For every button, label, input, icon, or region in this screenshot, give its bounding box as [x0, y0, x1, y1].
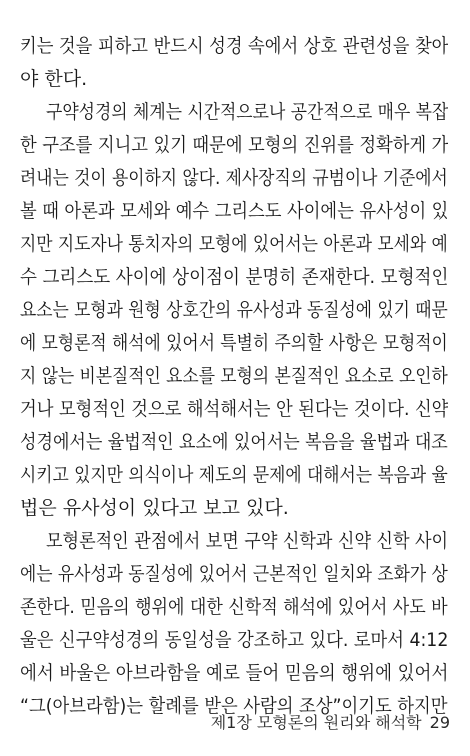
text-line: 지 않는 비본질적인 요소를 모형의 본질적인 요소로 오인하	[20, 365, 448, 387]
text-line: 볼 때 아론과 모세와 예수 그리스도 사이에는 유사성이 있	[20, 200, 448, 222]
text-line: 에서 바울은 아브라함을 예로 들어 믿음의 행위에 있어서	[20, 662, 448, 684]
page-footer	[211, 713, 450, 733]
text-line: 울은 신구약성경의 동일성을 강조하고 있다. 로마서 4:12	[20, 629, 448, 651]
paragraph-first-line: 모형론적인 관점에서 보면 구약 신학과 신약 신학 사이	[46, 530, 448, 552]
text-line: 에는 유사성과 동질성에 있어서 근본적인 일치와 조화가 상	[20, 563, 448, 585]
text-line: 거나 모형적인 것으로 해석해서는 안 된다는 것이다. 신약	[20, 398, 448, 420]
text-line: 법은 유사성이 있다고 보고 있다.	[20, 497, 289, 519]
text-line: 요소는 모형과 원형 상호간의 유사성과 동질성에 있기 때문	[20, 299, 448, 321]
text-line: “그(아브라함)는 할례를 받은 사람의 조상”이기도 하지만	[20, 695, 448, 717]
text-line: 성경에서는 율법적인 요소에 있어서는 복음을 율법과 대조	[20, 431, 448, 453]
text-line: 한 구조를 지니고 있기 때문에 모형의 진위를 정확하게 가	[20, 134, 448, 156]
paragraph-first-line: 구약성경의 체계는 시간적으로나 공간적으로 매우 복잡	[46, 101, 449, 123]
text-line: 시키고 있지만 의식이나 제도의 문제에 대해서는 복음과 율	[20, 464, 448, 486]
text-line: 야 한다.	[20, 68, 88, 90]
text-line: 려내는 것이 용이하지 않다. 제사장직의 규범이나 기준에서	[20, 167, 448, 189]
text-line: 존한다. 믿음의 행위에 대한 신학적 해석에 있어서 사도 바	[20, 596, 448, 618]
text-line: 키는 것을 피하고 반드시 성경 속에서 상호 관련성을 찾아	[20, 35, 448, 57]
page-number: 29	[429, 713, 450, 732]
text-line: 에 모형론적 해석에 있어서 특별히 주의할 사항은 모형적이	[20, 332, 448, 354]
text-line: 지만 지도자나 통치자의 모형에 있어서는 아론과 모세와 예	[20, 233, 448, 255]
chapter-title: 제1장 모형론의 원리와 해석학	[210, 713, 422, 732]
text-line: 수 그리스도 사이에 상이점이 분명히 존재한다. 모형적인	[20, 266, 448, 288]
